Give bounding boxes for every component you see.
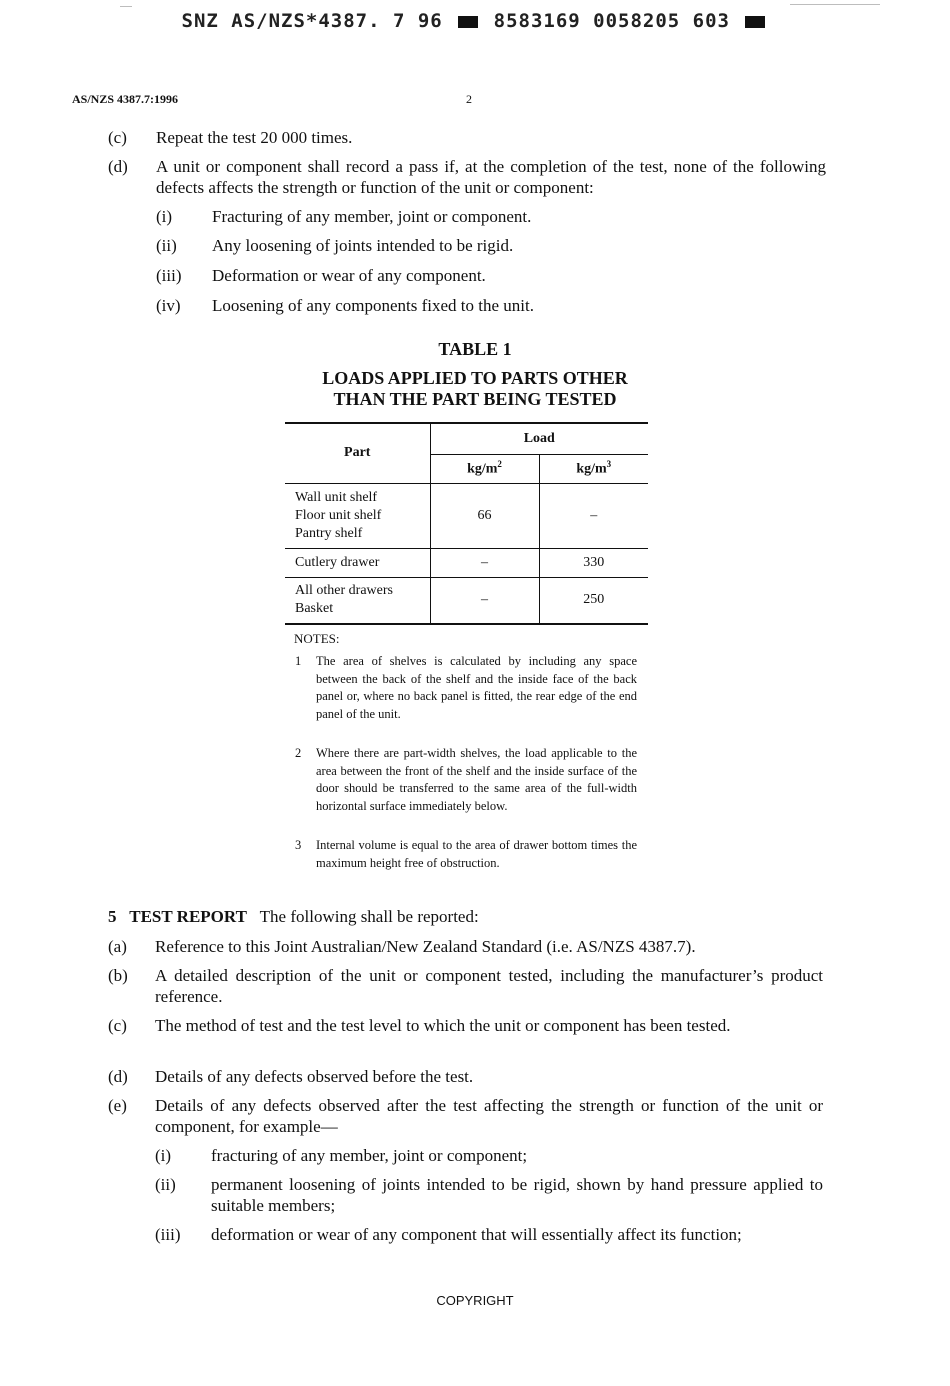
table-number: TABLE 1 bbox=[438, 339, 512, 359]
section-5-heading bbox=[108, 906, 828, 927]
scan-header-code: 8583169 0058205 603 bbox=[493, 10, 730, 32]
list-item-text: A unit or component shall record a pass if, at the completion of the test, none of the following defects affects the strength or function of the unit or component: bbox=[156, 157, 826, 197]
defect-text: Deformation or wear of any component. bbox=[212, 266, 486, 285]
table-cell-volume-load: 330 bbox=[539, 548, 648, 577]
note-number: 2 bbox=[295, 746, 302, 760]
column-header-kg-per-m2: $kg/m^2$ bbox=[430, 454, 539, 483]
table-cell-area-load: 66 bbox=[430, 483, 539, 548]
scan-header bbox=[0, 10, 950, 32]
scan-artifact-line bbox=[120, 6, 132, 7]
document-reference: AS/NZS 4387.7:1996 bbox=[72, 92, 179, 106]
defect-label: (i) bbox=[156, 207, 173, 226]
column-header-kg-per-m3: $kg/m^3$ bbox=[539, 454, 648, 483]
table-cell-volume-load: 250 bbox=[539, 577, 648, 624]
report-subitem-text: permanent loosening of joints intended to be rigid, shown by hand pressure applied to suitable members; bbox=[211, 1175, 823, 1215]
scan-header-prefix: SNZ AS/NZS*4387. 7 96 bbox=[181, 10, 443, 32]
table-cell-part: All other drawers Basket bbox=[285, 577, 430, 624]
table-cell-part: Wall unit shelf Floor unit shelf Pantry shelf bbox=[285, 483, 430, 548]
table-row bbox=[285, 483, 648, 548]
report-item-label: (e) bbox=[108, 1096, 127, 1115]
page-number: 2 bbox=[466, 92, 472, 106]
report-item-text: Details of any defects observed before the test. bbox=[155, 1067, 474, 1086]
table-cell-volume-load: – bbox=[539, 483, 648, 548]
defect-text: Loosening of any components fixed to the unit. bbox=[212, 296, 534, 315]
report-item-text: The method of test and the test level to which the unit or component has been tested. bbox=[155, 1016, 731, 1035]
report-item-text: A detailed description of the unit or component tested, including the manufacturer’s product reference. bbox=[155, 966, 823, 1006]
report-subitem-label: (i) bbox=[155, 1146, 172, 1165]
copyright-footer: COPYRIGHT bbox=[436, 1293, 514, 1308]
note-number: 3 bbox=[295, 838, 302, 852]
table-cell-area-load: – bbox=[430, 548, 539, 577]
table-title-line-2: THAN THE PART BEING TESTED bbox=[333, 389, 617, 409]
report-subitem-text: fracturing of any member, joint or component; bbox=[211, 1146, 528, 1165]
scan-artifact-line bbox=[790, 4, 880, 5]
column-header-part: Part bbox=[285, 423, 430, 483]
report-subitem-text: deformation or wear of any component that will essentially affect its function; bbox=[211, 1225, 742, 1244]
note-number: 1 bbox=[295, 654, 302, 668]
loads-table bbox=[285, 422, 648, 625]
defect-label: (iii) bbox=[156, 266, 182, 285]
section-intro: The following shall be reported: bbox=[259, 907, 479, 926]
list-item-label: (d) bbox=[108, 157, 128, 176]
table-cell-part: Cutlery drawer bbox=[285, 548, 430, 577]
scan-block-mark bbox=[458, 16, 478, 28]
table-title-line-1: LOADS APPLIED TO PARTS OTHER bbox=[322, 368, 628, 388]
notes-heading: NOTES: bbox=[294, 631, 340, 646]
list-item-label: (c) bbox=[108, 128, 127, 147]
report-item-label: (a) bbox=[108, 937, 127, 956]
column-header-load: Load bbox=[430, 423, 648, 454]
report-item-text: Reference to this Joint Australian/New Zealand Standard (i.e. AS/NZS 4387.7). bbox=[155, 937, 696, 956]
note-text: Internal volume is equal to the area of drawer bottom times the maximum height free of obstruction. bbox=[316, 838, 637, 870]
note-text: The area of shelves is calculated by including any space between the back of the shelf and the inside face of the back panel or, where no back panel is fitted, the rear edge of the end panel of the unit. bbox=[316, 654, 637, 721]
report-item-label: (b) bbox=[108, 966, 128, 985]
section-title: TEST REPORT bbox=[129, 907, 247, 926]
defect-label: (iv) bbox=[156, 296, 181, 315]
defect-label: (ii) bbox=[156, 236, 177, 255]
table-row bbox=[285, 548, 648, 577]
scan-block-mark bbox=[745, 16, 765, 28]
table-cell-area-load: – bbox=[430, 577, 539, 624]
table-row bbox=[285, 577, 648, 624]
report-item-label: (d) bbox=[108, 1067, 128, 1086]
defect-text: Fracturing of any member, joint or component. bbox=[212, 207, 532, 226]
defect-text: Any loosening of joints intended to be rigid. bbox=[212, 236, 514, 255]
report-subitem-label: (ii) bbox=[155, 1175, 176, 1194]
section-number: 5 bbox=[108, 907, 117, 926]
report-subitem-label: (iii) bbox=[155, 1225, 181, 1244]
list-item-text: Repeat the test 20 000 times. bbox=[156, 128, 353, 147]
report-item-text: Details of any defects observed after the test affecting the strength or function of the unit or component, for example— bbox=[155, 1096, 823, 1136]
report-item-label: (c) bbox=[108, 1016, 127, 1035]
note-text: Where there are part-width shelves, the load applicable to the area between the front of the shelf and the inside surface of the door should be transferred to the same area of the full-width horizontal surface immediately below. bbox=[316, 746, 637, 813]
